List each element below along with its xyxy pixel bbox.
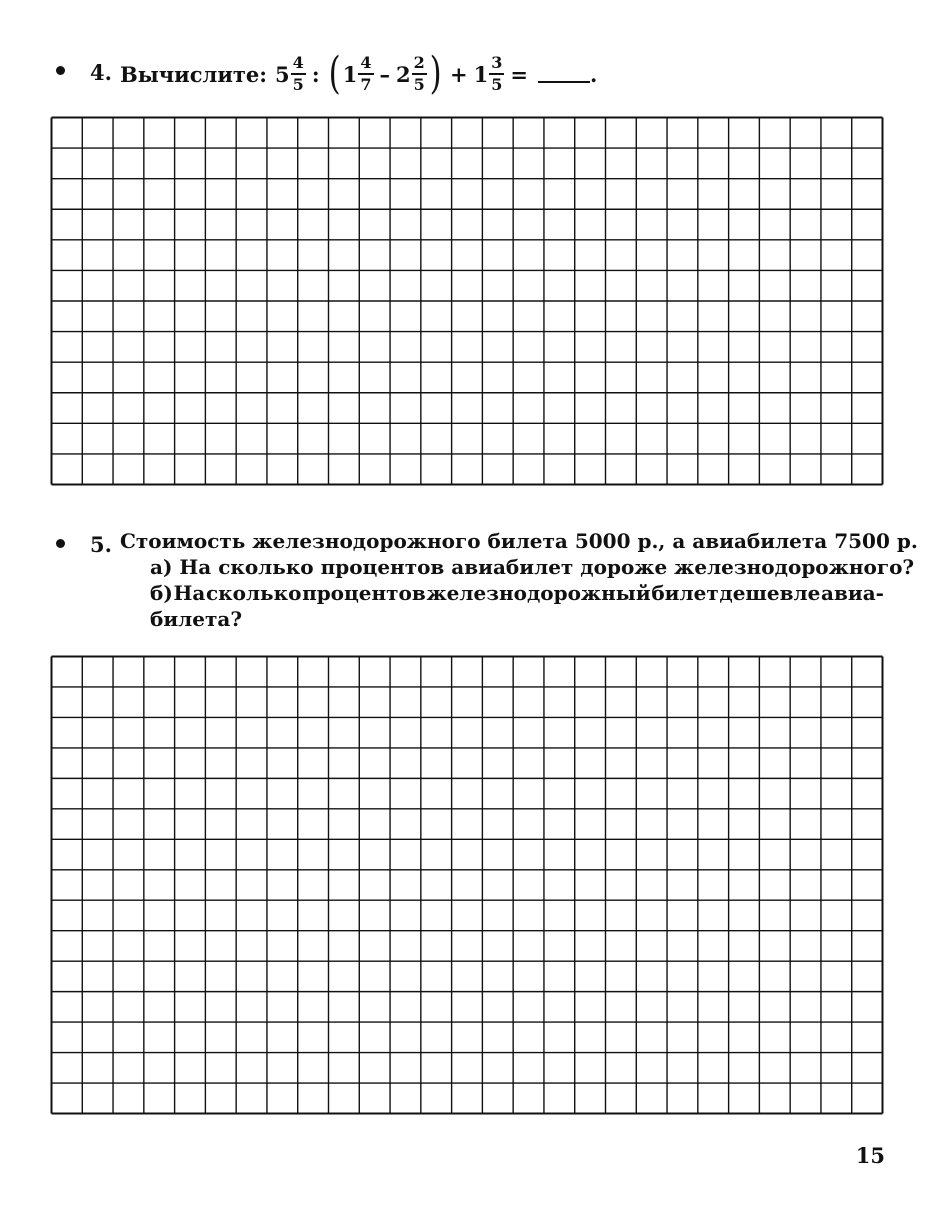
plus-sign: +: [449, 61, 468, 87]
answer-grid-task4[interactable]: [50, 116, 884, 486]
mixed-number-4: 1 $\frac{3}{5}$: [473, 53, 503, 94]
task4-number: 4.: [90, 60, 112, 85]
close-parenthesis: ): [429, 48, 442, 99]
mixed-number-1: 5 $\frac{4}{5}$: [275, 53, 304, 94]
answer-blank[interactable]: [538, 65, 590, 83]
equals-sign: =: [510, 61, 528, 87]
minus-sign: –: [379, 61, 391, 87]
task5-question-b: б) На сколько процентов железнодорожный билет дешевле авиа-: [150, 581, 884, 605]
task5-statement: Стоимость железнодорожного билета 5000 р., а авиабилета 7500 р.: [120, 529, 918, 553]
task4-period: .: [589, 61, 598, 87]
mixed-number-2: 1 $\frac{4}{7}$: [342, 53, 372, 94]
task4-label: Вычислите:: [120, 61, 268, 87]
task5-question-b-continuation: билета?: [150, 607, 243, 631]
task5-question-a: а) На сколько процентов авиабилет дороже железнодорожного?: [150, 555, 915, 579]
task5-bullet: [56, 539, 65, 548]
mixed-number-3: 2 $\frac{2}{5}$: [396, 53, 425, 94]
page-number: 15: [855, 1143, 885, 1168]
task5-number: 5.: [90, 532, 112, 557]
task4-bullet: [56, 66, 65, 75]
division-sign: :: [311, 61, 320, 87]
task4-expression: [120, 50, 597, 98]
open-parenthesis: (: [328, 48, 341, 99]
task5-text: [120, 528, 918, 632]
answer-grid-task5[interactable]: [50, 655, 884, 1115]
